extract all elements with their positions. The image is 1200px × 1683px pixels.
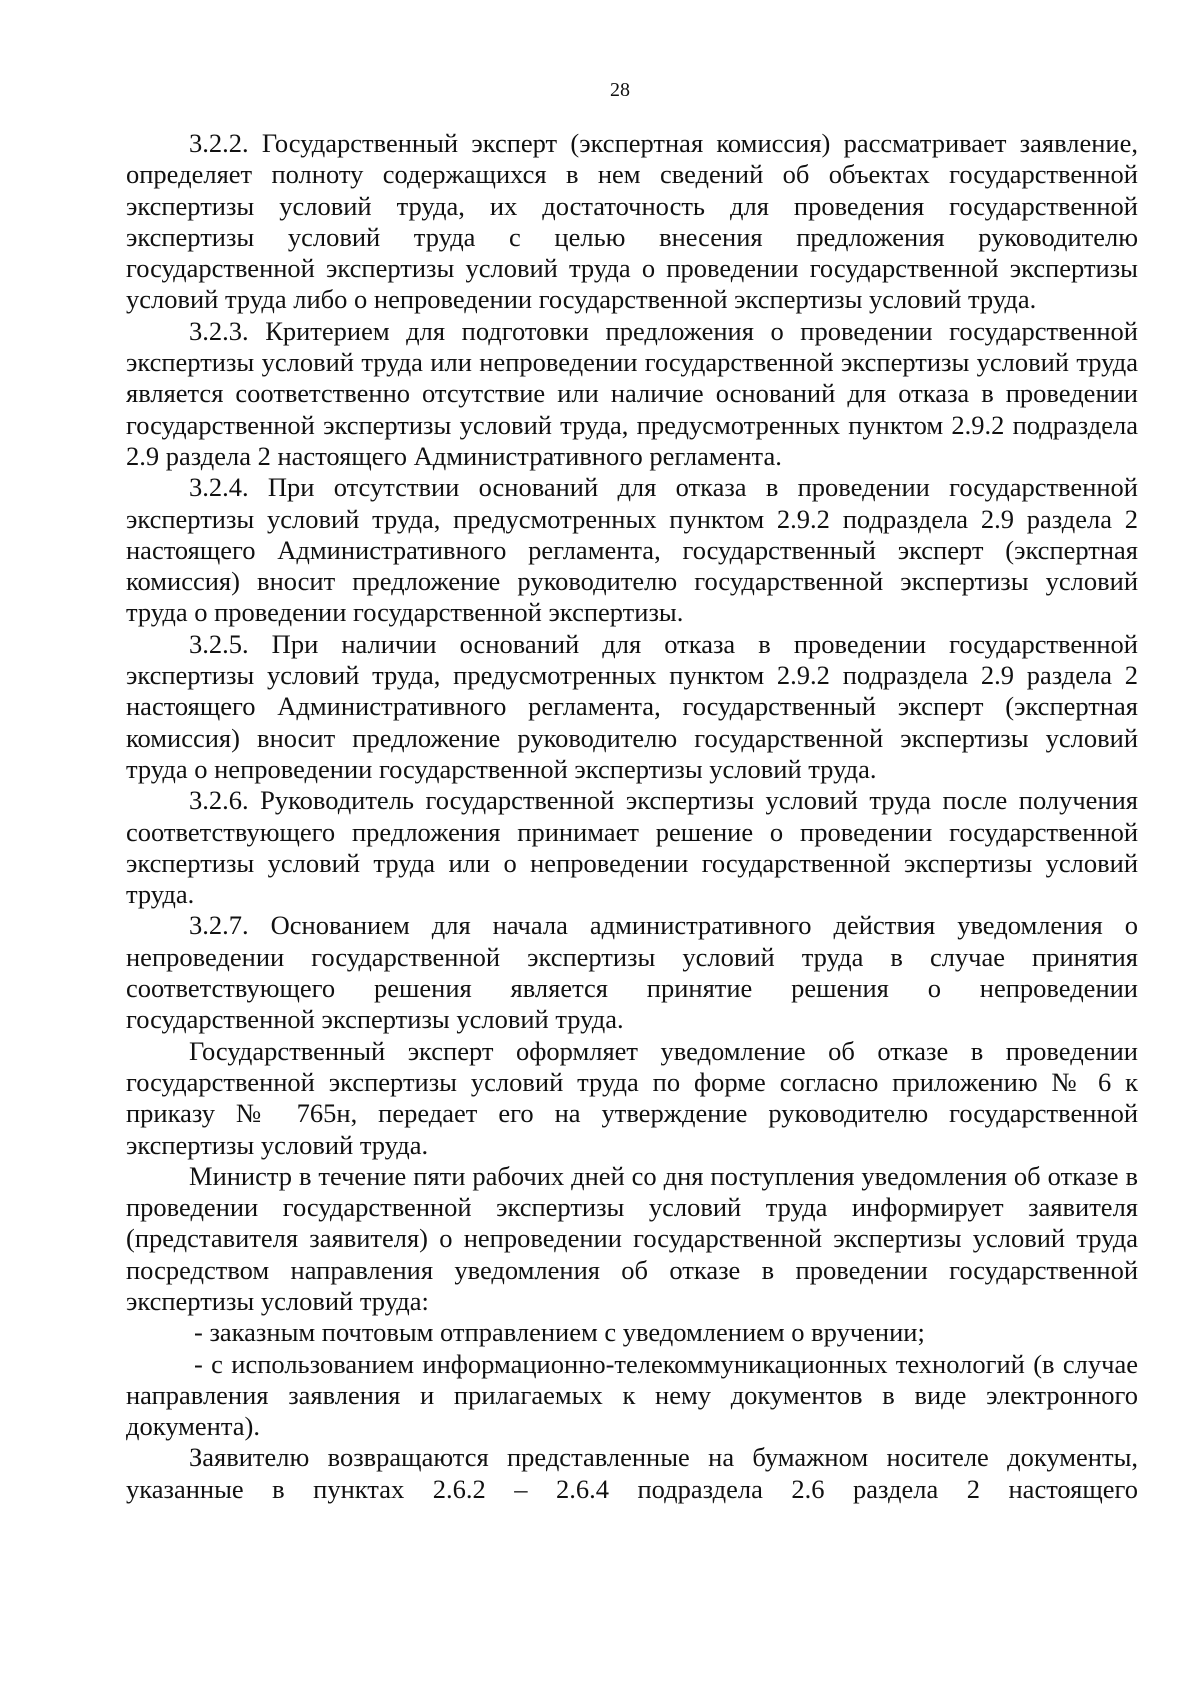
paragraph-3-2-6: 3.2.6. Руководитель государственной экспертизы условий труда после получения соответствующего предложения принимает решение о проведении государственной экспертизы условий труда или о непроведении государственной экспертизы условий труда. <box>126 785 1138 910</box>
paragraph-3-2-3: 3.2.3. Критерием для подготовки предложения о проведении государственной экспертизы условий труда или непроведении государственной экспертизы условий труда является соответственно отсутствие или наличие оснований для отказа в проведении государственной экспертизы условий труда, предусмотренных пунктом 2.9.2 подраздела 2.9 раздела 2 настоящего Административного регламента. <box>126 315 1138 471</box>
paragraph-expert-notice: Государственный эксперт оформляет уведомление об отказе в проведении государственной экспертизы условий труда по форме согласно приложению № 6 к приказу № 765н, передает его на утверждение руководителю государственной экспертизы условий труда. <box>126 1035 1138 1160</box>
paragraph-minister-informs: Министр в течение пяти рабочих дней со дня поступления уведомления об отказе в проведении государственной экспертизы условий труда информирует заявителя (представителя заявителя) о непроведении государственной экспертизы условий труда посредством направления уведомления об отказе в проведении государственной экспертизы условий труда: <box>126 1160 1138 1316</box>
document-body <box>126 128 1138 1505</box>
paragraph-3-2-5: 3.2.5. При наличии оснований для отказа в проведении государственной экспертизы условий труда, предусмотренных пунктом 2.9.2 подраздела 2.9 раздела 2 настоящего Административного регламента, государственный эксперт (экспертная комиссия) вносит предложение руководителю государственной экспертизы условий труда о непроведении государственной экспертизы условий труда. <box>126 628 1138 784</box>
list-item-registered-mail: - заказным почтовым отправлением с уведомлением о вручении; <box>194 1317 925 1348</box>
paragraph-3-2-7: 3.2.7. Основанием для начала административного действия уведомления о непроведении государственной экспертизы условий труда в случае принятия соответствующего решения является принятие решения о непроведении государственной экспертизы условий труда. <box>126 910 1138 1035</box>
paragraph-3-2-4: 3.2.4. При отсутствии оснований для отказа в проведении государственной экспертизы условий труда, предусмотренных пунктом 2.9.2 подраздела 2.9 раздела 2 настоящего Административного регламента, государственный эксперт (экспертная комиссия) вносит предложение руководителю государственной экспертизы условий труда о проведении государственной экспертизы. <box>126 472 1138 628</box>
paragraph-3-2-2: 3.2.2. Государственный эксперт (экспертная комиссия) рассматривает заявление, определяет полноту содержащихся в нем сведений об объектах государственной экспертизы условий труда, их достаточность для проведения государственной экспертизы условий труда с целью внесения предложения руководителю государственной экспертизы условий труда о проведении государственной экспертизы условий труда либо о непроведении государственной экспертизы условий труда. <box>126 128 1138 315</box>
paragraph-documents-returned: Заявителю возвращаются представленные на бумажном носителе документы, указанные в пунктах 2.6.2 – 2.6.4 подраздела 2.6 раздела 2 настоящего <box>126 1442 1138 1504</box>
page-number: 28 <box>610 79 630 101</box>
list-item-telecom: - с использованием информационно-телекоммуникационных технологий (в случае направления заявления и прилагаемых к нему документов в виде электронного документа). <box>126 1348 1138 1442</box>
